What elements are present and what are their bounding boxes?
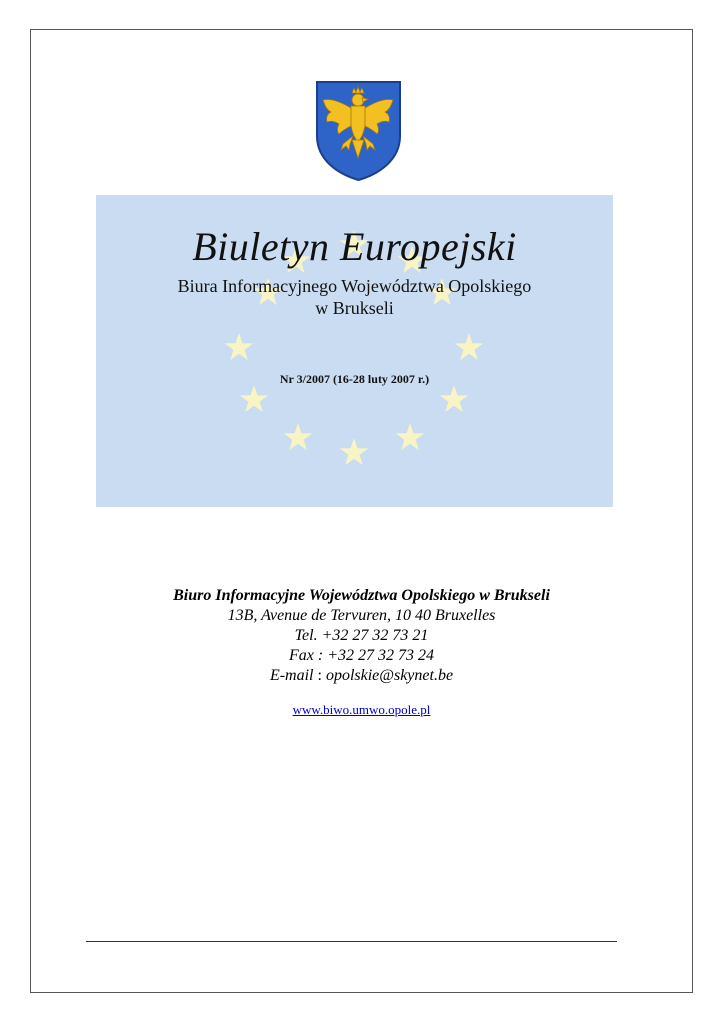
eagle-coat-of-arms-icon [313,78,404,182]
star-icon [225,333,254,360]
email-line [30,666,693,686]
website-link[interactable]: www.biwo.umwo.opole.pl [292,702,431,717]
star-icon [284,423,313,450]
organization-name: Biuro Informacyjne Województwa Opolskiego w Brukseli [173,587,550,604]
bulletin-subtitle [96,275,613,319]
phone: Tel. +32 27 32 73 21 [294,627,429,644]
address: 13B, Avenue de Tervuren, 10 40 Bruxelles [227,607,496,624]
website-line [30,702,693,718]
subtitle-line: Biura Informacyjnego Województwa Opolskiego [177,276,532,296]
star-icon [396,423,425,450]
fax: Fax : +32 27 32 73 24 [289,647,434,664]
bulletin-banner [96,195,613,507]
contact-block [30,586,693,686]
email-separator: : [313,667,326,684]
email-address: opolskie@skynet.be [325,667,454,684]
star-icon [440,385,469,412]
star-icon [240,385,269,412]
footer-divider [86,941,617,942]
star-icon [340,438,369,465]
email-label: E-mail [269,667,314,684]
bulletin-title: Biuletyn Europejski [192,224,517,269]
subtitle-line: w Brukseli [315,298,394,318]
star-icon [455,333,484,360]
issue-number: Nr 3/2007 (16-28 luty 2007 r.) [279,372,430,386]
